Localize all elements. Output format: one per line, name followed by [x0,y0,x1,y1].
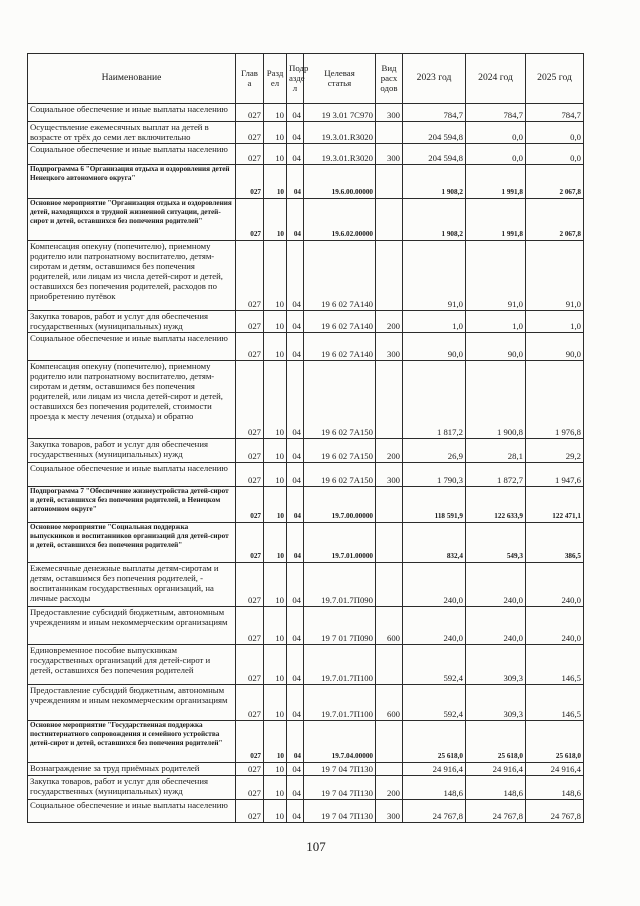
cell-target-article: 19.7.04.00000 [304,721,376,763]
table-body [28,104,584,823]
table-row [28,523,584,563]
table-row [28,685,584,721]
cell-podrazdel: 04 [287,800,304,823]
column-header-2025: 2025 год [526,54,584,104]
cell-2025: 2 067,8 [526,199,584,241]
column-header-expense-type: Вид расх одов [376,54,403,104]
cell-2023: 91,0 [403,241,466,311]
cell-glava: 027 [236,487,264,523]
column-header-2023: 2023 год [403,54,466,104]
cell-expense-type [376,487,403,523]
cell-2025: 29,2 [526,439,584,463]
cell-2023: 832,4 [403,523,466,563]
cell-razdel: 10 [264,199,287,241]
cell-target-article: 19.3.01.R3020 [304,144,376,165]
cell-name: Социальное обеспечение и иные выплаты населению [28,104,236,122]
cell-podrazdel: 04 [287,311,304,333]
cell-2025: 24 767,8 [526,800,584,823]
table-row [28,563,584,607]
cell-glava: 027 [236,122,264,144]
cell-razdel: 10 [264,439,287,463]
cell-razdel: 10 [264,487,287,523]
cell-expense-type [376,763,403,776]
cell-2025: 146,5 [526,685,584,721]
cell-glava: 027 [236,523,264,563]
cell-2024: 0,0 [466,144,526,165]
cell-razdel: 10 [264,523,287,563]
cell-expense-type [376,122,403,144]
cell-glava: 027 [236,607,264,645]
cell-target-article: 19 7 04 7П130 [304,800,376,823]
cell-2024: 549,3 [466,523,526,563]
cell-podrazdel: 04 [287,333,304,361]
cell-name: Подпрограмма 7 "Обеспечение жизнеустройства детей-сирот и детей, оставшихся без попечения родителей, в Ненецком автономном округе" [28,487,236,523]
cell-razdel: 10 [264,800,287,823]
cell-podrazdel: 04 [287,487,304,523]
cell-2025: 146,5 [526,645,584,685]
cell-2025: 386,5 [526,523,584,563]
cell-expense-type [376,523,403,563]
table-row [28,763,584,776]
cell-target-article: 19 6 02 7А150 [304,463,376,487]
cell-razdel: 10 [264,763,287,776]
cell-2023: 592,4 [403,685,466,721]
cell-podrazdel: 04 [287,463,304,487]
cell-2024: 0,0 [466,122,526,144]
table-row [28,463,584,487]
cell-name: Компенсация опекуну (попечителю), приемному родителю или патронатному воспитателю, детям-сиротам и детям, оставшимся без попечения родителей, или лицам из числа детей-сирот и детей, оставшихся без попечения родителей, расходов по приобретению путёвок [28,241,236,311]
table-row [28,800,584,823]
cell-target-article: 19 7 04 7П130 [304,763,376,776]
cell-2024: 148,6 [466,776,526,800]
cell-glava: 027 [236,563,264,607]
cell-2023: 148,6 [403,776,466,800]
cell-razdel: 10 [264,645,287,685]
cell-2023: 90,0 [403,333,466,361]
cell-glava: 027 [236,439,264,463]
cell-name: Закупка товаров, работ и услуг для обеспечения государственных (муниципальных) нужд [28,776,236,800]
cell-razdel: 10 [264,563,287,607]
cell-name: Предоставление субсидий бюджетным, автономным учреждениям и иным некоммерческим организациям [28,685,236,721]
cell-name: Единовременное пособие выпускникам государственных организаций для детей-сирот и детей, оставшихся без попечения родителей [28,645,236,685]
cell-target-article: 19.7.01.7П100 [304,645,376,685]
cell-razdel: 10 [264,721,287,763]
cell-glava: 027 [236,165,264,199]
cell-2024: 1 991,8 [466,165,526,199]
cell-2023: 204 594,8 [403,122,466,144]
cell-name: Основное мероприятие "Организация отдыха и оздоровления детей, находящихся в трудной жизненной ситуации, детей-сирот и детей, оставшихся без попечения родителей" [28,199,236,241]
cell-podrazdel: 04 [287,645,304,685]
cell-2024: 1,0 [466,311,526,333]
cell-target-article: 19.7.01.00000 [304,523,376,563]
table-row [28,439,584,463]
cell-expense-type: 300 [376,144,403,165]
cell-razdel: 10 [264,144,287,165]
cell-podrazdel: 04 [287,763,304,776]
cell-name: Основное мероприятие "Государственная поддержка постинтернатного сопровождения и семейного устройства детей-сирот и детей, оставшихся без попечения родителей" [28,721,236,763]
cell-2023: 1,0 [403,311,466,333]
cell-target-article: 19 7 01 7П090 [304,607,376,645]
cell-2023: 25 618,0 [403,721,466,763]
cell-2025: 0,0 [526,122,584,144]
cell-target-article: 19.7.01.7П100 [304,685,376,721]
cell-target-article: 19 7 04 7П130 [304,776,376,800]
cell-glava: 027 [236,241,264,311]
cell-expense-type [376,199,403,241]
cell-podrazdel: 04 [287,685,304,721]
cell-2024: 240,0 [466,563,526,607]
cell-expense-type [376,721,403,763]
cell-glava: 027 [236,776,264,800]
table-row [28,487,584,523]
cell-podrazdel: 04 [287,165,304,199]
cell-glava: 027 [236,104,264,122]
cell-target-article: 19.6.00.00000 [304,165,376,199]
cell-target-article: 19.3.01.R3020 [304,122,376,144]
cell-2024: 24 767,8 [466,800,526,823]
cell-glava: 027 [236,463,264,487]
cell-razdel: 10 [264,122,287,144]
cell-podrazdel: 04 [287,361,304,439]
cell-glava: 027 [236,361,264,439]
column-header-target-article: Целевая статья [304,54,376,104]
table-row [28,645,584,685]
cell-target-article: 19.6.02.00000 [304,199,376,241]
cell-2023: 24 916,4 [403,763,466,776]
cell-2024: 122 633,9 [466,487,526,523]
cell-podrazdel: 04 [287,721,304,763]
cell-name: Предоставление субсидий бюджетным, автономным учреждениям и иным некоммерческим организациям [28,607,236,645]
cell-2024: 309,3 [466,685,526,721]
cell-2023: 204 594,8 [403,144,466,165]
cell-expense-type [376,563,403,607]
cell-2024: 28,1 [466,439,526,463]
cell-podrazdel: 04 [287,122,304,144]
cell-razdel: 10 [264,607,287,645]
cell-2025: 1 976,8 [526,361,584,439]
cell-expense-type: 200 [376,311,403,333]
table-row [28,199,584,241]
cell-name: Компенсация опекуну (попечителю), приемному родителю или патронатному воспитателю, детям-сиротам и детям, оставшимся без попечения родителей, или лицам из числа детей-сирот и детей, оставшихся без попечения родителей, стоимости проезда к месту лечения (отдыха) и обратно [28,361,236,439]
cell-name: Социальное обеспечение и иные выплаты населению [28,144,236,165]
cell-name: Социальное обеспечение и иные выплаты населению [28,463,236,487]
cell-2024: 91,0 [466,241,526,311]
cell-razdel: 10 [264,104,287,122]
cell-2025: 784,7 [526,104,584,122]
cell-podrazdel: 04 [287,199,304,241]
table-row [28,721,584,763]
cell-glava: 027 [236,800,264,823]
cell-2025: 24 916,4 [526,763,584,776]
cell-2025: 0,0 [526,144,584,165]
cell-glava: 027 [236,685,264,721]
cell-2023: 118 591,9 [403,487,466,523]
cell-name: Закупка товаров, работ и услуг для обеспечения государственных (муниципальных) нужд [28,439,236,463]
budget-table [27,53,584,823]
cell-podrazdel: 04 [287,776,304,800]
cell-razdel: 10 [264,361,287,439]
cell-2023: 1 908,2 [403,199,466,241]
cell-2024: 309,3 [466,645,526,685]
column-header-name: Наименование [28,54,236,104]
cell-razdel: 10 [264,685,287,721]
cell-target-article: 19.7.00.00000 [304,487,376,523]
cell-name: Основное мероприятие "Социальная поддержка выпускников и воспитанников организаций для детей-сирот и детей, оставшихся без попечения родителей" [28,523,236,563]
cell-razdel: 10 [264,333,287,361]
cell-target-article: 19 6 02 7А140 [304,241,376,311]
cell-2023: 784,7 [403,104,466,122]
cell-2023: 240,0 [403,607,466,645]
cell-podrazdel: 04 [287,607,304,645]
cell-2025: 1 947,6 [526,463,584,487]
cell-2024: 25 618,0 [466,721,526,763]
cell-podrazdel: 04 [287,104,304,122]
cell-glava: 027 [236,311,264,333]
cell-2023: 1 817,2 [403,361,466,439]
cell-name: Социальное обеспечение и иные выплаты населению [28,333,236,361]
cell-2024: 1 991,8 [466,199,526,241]
table-row [28,165,584,199]
cell-razdel: 10 [264,165,287,199]
cell-expense-type: 600 [376,685,403,721]
table-row [28,776,584,800]
cell-2024: 1 900,8 [466,361,526,439]
cell-2025: 1,0 [526,311,584,333]
cell-target-article: 19 3.01 7С970 [304,104,376,122]
cell-name: Подпрограмма 6 "Организация отдыха и оздоровления детей Ненецкого автономного округа" [28,165,236,199]
cell-expense-type: 600 [376,607,403,645]
cell-2023: 24 767,8 [403,800,466,823]
page-number: 107 [306,839,326,854]
cell-2023: 1 790,3 [403,463,466,487]
cell-2023: 26,9 [403,439,466,463]
cell-2024: 1 872,7 [466,463,526,487]
cell-glava: 027 [236,721,264,763]
table-row [28,607,584,645]
cell-podrazdel: 04 [287,241,304,311]
cell-2025: 240,0 [526,563,584,607]
cell-name: Закупка товаров, работ и услуг для обеспечения государственных (муниципальных) нужд [28,311,236,333]
table-row [28,361,584,439]
cell-expense-type [376,165,403,199]
cell-2025: 25 618,0 [526,721,584,763]
column-header-razdel: Разд ел [264,54,287,104]
cell-expense-type: 300 [376,800,403,823]
cell-2023: 592,4 [403,645,466,685]
cell-razdel: 10 [264,311,287,333]
cell-expense-type [376,645,403,685]
table-row [28,311,584,333]
cell-2024: 240,0 [466,607,526,645]
cell-razdel: 10 [264,776,287,800]
cell-2024: 24 916,4 [466,763,526,776]
column-header-podrazdel: Подр азде л [287,54,304,104]
column-header-glava: Глав а [236,54,264,104]
cell-name: Ежемесячные денежные выплаты детям-сиротам и детям, оставшимся без попечения родителей, - воспитанникам государственных организаций, на личные расходы [28,563,236,607]
cell-expense-type: 200 [376,776,403,800]
header-row [28,54,584,104]
table-row [28,241,584,311]
table-row [28,122,584,144]
cell-expense-type: 300 [376,463,403,487]
cell-2024: 90,0 [466,333,526,361]
cell-name: Социальное обеспечение и иные выплаты населению [28,800,236,823]
cell-expense-type: 200 [376,439,403,463]
cell-name: Осуществление ежемесячных выплат на детей в возрасте от трёх до семи лет включительно [28,122,236,144]
cell-2025: 122 471,1 [526,487,584,523]
cell-2023: 240,0 [403,563,466,607]
table-row [28,333,584,361]
cell-expense-type [376,241,403,311]
cell-glava: 027 [236,645,264,685]
cell-podrazdel: 04 [287,144,304,165]
cell-podrazdel: 04 [287,523,304,563]
cell-target-article: 19 6 02 7А140 [304,333,376,361]
cell-2025: 91,0 [526,241,584,311]
cell-glava: 027 [236,763,264,776]
cell-2023: 1 908,2 [403,165,466,199]
cell-expense-type: 300 [376,333,403,361]
cell-target-article: 19 6 02 7А150 [304,439,376,463]
cell-2024: 784,7 [466,104,526,122]
cell-glava: 027 [236,144,264,165]
cell-target-article: 19.7.01.7П090 [304,563,376,607]
cell-glava: 027 [236,333,264,361]
table-header [28,54,584,104]
table-row [28,144,584,165]
cell-podrazdel: 04 [287,563,304,607]
table-row [28,104,584,122]
cell-target-article: 19 6 02 7А140 [304,311,376,333]
cell-2025: 148,6 [526,776,584,800]
cell-2025: 240,0 [526,607,584,645]
cell-razdel: 10 [264,463,287,487]
cell-target-article: 19 6 02 7А150 [304,361,376,439]
cell-razdel: 10 [264,241,287,311]
cell-expense-type [376,361,403,439]
cell-name: Вознаграждение за труд приёмных родителей [28,763,236,776]
cell-2025: 90,0 [526,333,584,361]
column-header-2024: 2024 год [466,54,526,104]
cell-expense-type: 300 [376,104,403,122]
cell-2025: 2 067,8 [526,165,584,199]
cell-podrazdel: 04 [287,439,304,463]
cell-glava: 027 [236,199,264,241]
